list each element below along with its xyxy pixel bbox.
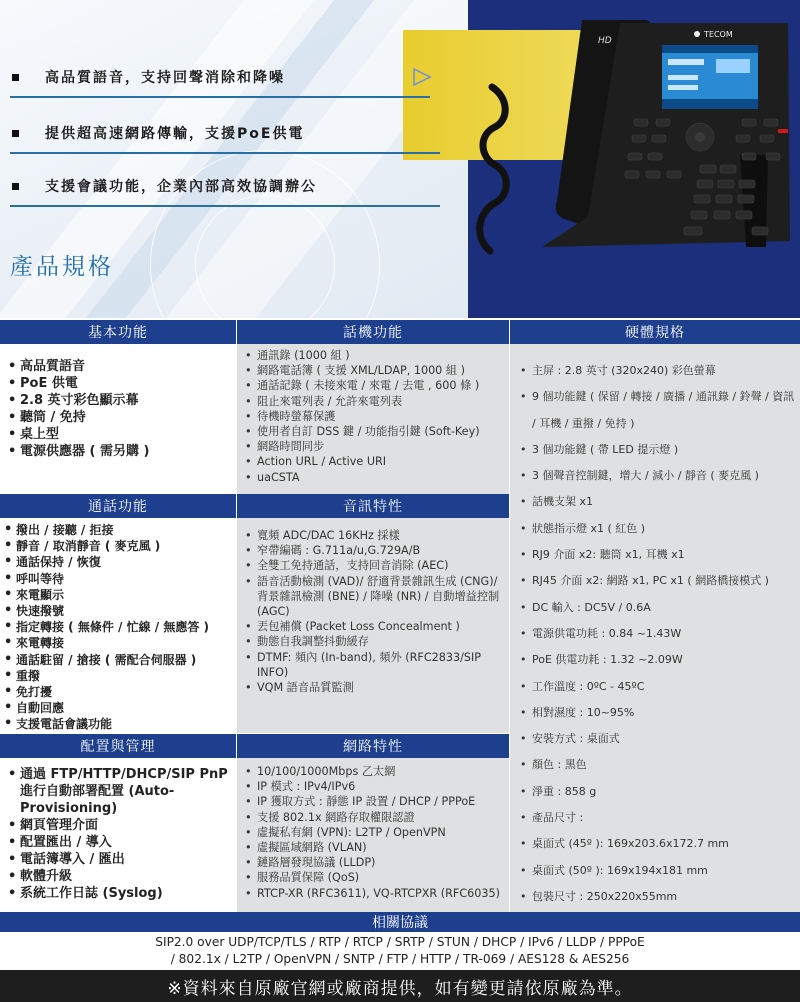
list-item: • 靜音 / 取消靜音 ( 麥克風 ) — [4, 538, 232, 554]
list-item: • PoE 供電功耗 : 1.32 ~2.09W — [520, 647, 796, 673]
list-item: • 通話駐留 / 搶接 ( 需配合伺服器 ) — [4, 652, 232, 668]
config-management-list — [8, 766, 232, 902]
header-config-management: 配置與管理 — [0, 734, 236, 758]
hardware-specs-cell — [510, 344, 800, 912]
protocols-line: / 802.1x / L2TP / OpenVPN / SNTP / FTP / HTTP / TR-069 / AES128 & AES256 — [170, 952, 630, 966]
list-item: • 安裝方式 : 桌面式 — [520, 726, 796, 752]
phone-functions-list — [245, 348, 505, 485]
phone-functions-cell — [237, 344, 509, 494]
calling-functions-cell — [0, 518, 236, 733]
list-item: • 通過 FTP/HTTP/DHCP/SIP PnP 進行自動部署配置 (Auto-Provisioning) — [8, 766, 232, 817]
list-item: • 電源供電功耗 : 0.84 ~1.43W — [520, 621, 796, 647]
list-item: • 產品尺寸 : — [520, 805, 796, 831]
audio-features-list — [245, 528, 505, 695]
list-item: • 丟包補償 (Packet Loss Concealment ) — [245, 619, 505, 634]
disclaimer-footer: ※資料來自原廠官網或廠商提供，如有變更請依原廠為準。 — [0, 970, 800, 1002]
list-item: • DC 輸入 : DC5V / 0.6A — [520, 595, 796, 621]
list-item: • 自動回應 — [4, 700, 232, 716]
list-item: • 3 個功能鍵 ( 帶 LED 提示燈 ) — [520, 437, 796, 463]
list-item: • 鏈路層發現協議 (LLDP) — [245, 855, 505, 870]
list-item: • 聽筒 / 免持 — [8, 409, 232, 426]
basic-functions-list — [8, 358, 232, 460]
list-item: • 虛擬私有網 (VPN): L2TP / OpenVPN — [245, 825, 505, 840]
underline-divider — [10, 96, 430, 98]
list-item: • 免打擾 — [4, 684, 232, 700]
feature-line: 提供超高速網路傳輸，支援PoE供電 — [12, 120, 304, 146]
header-network-features: 網路特性 — [237, 734, 509, 758]
list-item: • 動態自我調整抖動緩存 — [245, 634, 505, 649]
related-protocols-text — [0, 932, 800, 970]
list-item: • Action URL / Active URI — [245, 454, 505, 469]
square-bullet-icon — [12, 183, 19, 190]
svg-text:TECOM: TECOM — [704, 30, 733, 39]
list-item: • PoE 供電 — [8, 375, 232, 392]
calling-functions-list — [4, 522, 232, 733]
list-item: • 支援 802.1x 網路存取權限認證 — [245, 810, 505, 825]
protocols-line: SIP2.0 over UDP/TCP/TLS / RTP / RTCP / SRTP / STUN / DHCP / IPv6 / LLDP / PPPoE — [155, 935, 645, 949]
header-related-protocols: 相關協議 — [0, 912, 800, 932]
list-item: • 高品質語音 — [8, 358, 232, 375]
list-item: • 網頁管理介面 — [8, 817, 232, 834]
list-item: • 顏色 : 黑色 — [520, 752, 796, 778]
list-item: • RJ9 介面 x2: 聽筒 x1, 耳機 x1 — [520, 542, 796, 568]
list-item: • 網路時間同步 — [245, 439, 505, 454]
list-item: • 來電轉接 — [4, 635, 232, 651]
list-item: • 網路電話簿 ( 支援 XML/LDAP, 1000 組 ) — [245, 363, 505, 378]
square-bullet-icon — [12, 74, 19, 81]
list-item: • 相對濕度 : 10~95% — [520, 700, 796, 726]
network-features-list — [245, 764, 505, 901]
list-item: • 通訊錄 (1000 組 ) — [245, 348, 505, 363]
list-item: • 話機支架 x1 — [520, 489, 796, 515]
list-item: • DTMF: 頻內 (In-band), 頻外 (RFC2833/SIP INFO) — [245, 650, 505, 680]
list-item: • IP 獲取方式 : 靜態 IP 設置 / DHCP / PPPoE — [245, 794, 505, 809]
list-item: • RTCP-XR (RFC3611), VQ-RTCPXR (RFC6035) — [245, 886, 505, 901]
list-item: • 軟體升級 — [8, 868, 232, 885]
list-item: • uaCSTA — [245, 470, 505, 485]
list-item: • 阻止來電列表 / 允許來電列表 — [245, 394, 505, 409]
svg-text:HD: HD — [598, 36, 612, 46]
list-item: • 桌面式 (45º ): 169x203.6x172.7 mm — [520, 831, 796, 857]
list-item: • 包裝尺寸 : 250x220x55mm — [520, 884, 796, 910]
list-item: • 桌上型 — [8, 426, 232, 443]
list-item: • 配置匯出 / 導入 — [8, 834, 232, 851]
list-item: • 電話簿導入 / 匯出 — [8, 851, 232, 868]
list-item: • 快速撥號 — [4, 603, 232, 619]
list-item: • 工作溫度 : 0ºC - 45ºC — [520, 674, 796, 700]
section-title: 產品規格 — [10, 254, 114, 280]
list-item: • 來電顯示 — [4, 587, 232, 603]
list-item: • 淨重 : 858 g — [520, 779, 796, 805]
list-item: • 指定轉接 ( 無條件 / 忙線 / 無應答 ) — [4, 619, 232, 635]
list-item: • 狀態指示燈 x1 ( 紅色 ) — [520, 516, 796, 542]
list-item: • 寬頻 ADC/DAC 16KHz 採樣 — [245, 528, 505, 543]
network-features-cell — [237, 758, 509, 912]
basic-functions-cell — [0, 344, 236, 494]
header-hardware-specs: 硬體規格 — [510, 320, 800, 344]
header-basic-functions: 基本功能 — [0, 320, 236, 344]
hardware-specs-list — [520, 358, 796, 910]
feature-line: 高品質語音，支持回聲消除和降噪 — [12, 64, 285, 90]
play-arrow-icon — [411, 66, 433, 88]
feature-line: 支援會議功能，企業內部高效協調辦公 — [12, 173, 317, 199]
list-item: • 系統工作日誌 (Syslog) — [8, 885, 232, 902]
list-item: • 虛擬區域網路 (VLAN) — [245, 840, 505, 855]
header-calling-functions: 通話功能 — [0, 494, 236, 518]
audio-features-cell — [237, 518, 509, 733]
list-item: • 3 個聲音控制鍵，增大 / 減小 / 靜音 ( 麥克風 ) — [520, 463, 796, 489]
underline-divider — [10, 205, 440, 207]
list-item: • 語音活動檢測 (VAD)/ 舒適背景雜訊生成 (CNG)/ 背景雜訊檢測 (BNE) / 降噪 (NR) / 自動增益控制 (AGC) — [245, 574, 505, 620]
list-item: • 10/100/1000Mbps 乙太網 — [245, 764, 505, 779]
list-item: • IP 模式 : IPv4/IPv6 — [245, 779, 505, 794]
list-item: • 支援電話會議功能 — [4, 716, 232, 732]
list-item: • 9 個功能鍵 ( 保留 / 轉接 / 廣播 / 通訊錄 / 鈴聲 / 資訊 / 耳機 / 重撥 / 免持 ) — [520, 384, 796, 437]
list-item: • 主屏 : 2.8 英寸 (320x240) 彩色螢幕 — [520, 358, 796, 384]
list-item: • 服務品質保障 (QoS) — [245, 870, 505, 885]
list-item: • 窄帶編碼 : G.711a/u,G.729A/B — [245, 543, 505, 558]
config-management-cell — [0, 758, 236, 912]
underline-divider — [10, 152, 440, 154]
list-item: • RJ45 介面 x2: 網路 x1, PC x1 ( 網路橋接模式 ) — [520, 568, 796, 594]
list-item: • VQM 語音品質監測 — [245, 680, 505, 695]
list-item: • 2.8 英寸彩色顯示幕 — [8, 392, 232, 409]
list-item: • 電源供應器 ( 需另購 ) — [8, 443, 232, 460]
list-item: • 待機時螢幕保護 — [245, 409, 505, 424]
header-phone-functions: 話機功能 — [237, 320, 509, 344]
list-item: • 重撥 — [4, 668, 232, 684]
list-item: • 通話保持 / 恢復 — [4, 554, 232, 570]
list-item: • 撥出 / 接聽 / 拒接 — [4, 522, 232, 538]
header-audio-features: 音訊特性 — [237, 494, 509, 518]
list-item: • 全雙工免持通話，支持回音消除 (AEC) — [245, 558, 505, 573]
list-item: • 使用者自訂 DSS 鍵 / 功能指引鍵 (Soft-Key) — [245, 424, 505, 439]
square-bullet-icon — [12, 130, 19, 137]
ip-phone-image — [470, 15, 794, 263]
product-hero-banner — [0, 0, 800, 318]
list-item: • 桌面式 (50º ): 169x194x181 mm — [520, 858, 796, 884]
list-item: • 通話記錄 ( 未接來電 / 來電 / 去電 , 600 條 ) — [245, 378, 505, 393]
list-item: • 呼叫等待 — [4, 571, 232, 587]
